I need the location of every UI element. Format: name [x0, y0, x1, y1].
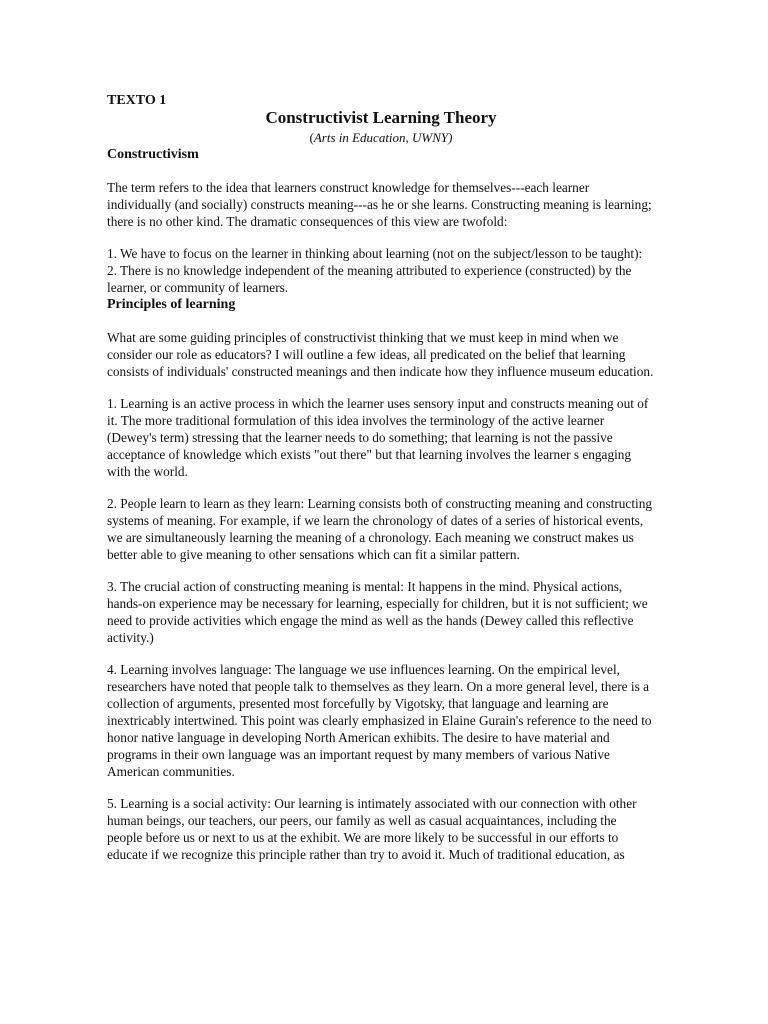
subtitle-paren: (: [309, 130, 314, 145]
paragraph: 4. Learning involves language: The language we use influences learning. On the empirical level, researchers have noted that people talk to themselves as they learn. On a more general level, there is a collection of arguments, presented most forcefully by Vigotsky, that language and learning are inextricably intertwined. This point was clearly emphasized in Elaine Gurain's reference to the need to honor native language in developing North American exhibits. The desire to have material and programs in their own language was an important request by many members of various Native American communities.: [107, 662, 652, 779]
paragraph: 2. There is no knowledge independent of the meaning attributed to experience (constructed) by the learner, or community of learners.: [107, 263, 632, 295]
paragraph: 2. People learn to learn as they learn: Learning consists both of constructing meaning and constructing systems of meaning. For example, if we learn the chronology of dates of a series of historical events, we are simultaneously learning the meaning of a chronology. Each meaning we construct makes us better able to give meaning to other sensations which can fit a similar pattern.: [107, 496, 653, 562]
document-body: [107, 92, 655, 863]
subtitle-source: Arts in Education, UWNY): [313, 130, 453, 145]
paragraph: 1. Learning is an active process in which the learner uses sensory input and constructs meaning out of it. The more traditional formulation of this idea involves the terminology of the active learner (Dewey's term) stressing that the learner needs to do something; that learning is not the passive acceptance of knowledge which exists "out there" but that learning involves the learner s engaging with the world.: [107, 396, 649, 479]
paragraph: 1. We have to focus on the learner in thinking about learning (not on the subject/lesson to be taught):: [107, 246, 643, 261]
paragraph: What are some guiding principles of constructivist thinking that we must keep in mind when we consider our role as educators? I will outline a few ideas, all predicated on the belief that learning consists of individuals' constructed meanings and then indicate how they influence museum education.: [107, 330, 654, 379]
section-heading-principles: Principles of learning: [107, 297, 236, 312]
paragraph: The term refers to the idea that learners construct knowledge for themselves---each learner individually (and socially) constructs meaning---as he or she learns. Constructing meaning is learning; there is no other kind. The dramatic consequences of this view are twofold:: [107, 180, 652, 229]
section-heading-constructivism: Constructivism: [107, 147, 199, 162]
document-subtitle: [107, 130, 655, 146]
document-label: TEXTO 1: [107, 93, 167, 108]
document-title: Constructivist Learning Theory: [265, 108, 497, 127]
paragraph: 3. The crucial action of constructing meaning is mental: It happens in the mind. Physical actions, hands-on experience may be necessary for learning, especially for children, but it is not sufficient; we need to provide activities which engage the mind as well as the hands (Dewey called this reflective activity.): [107, 579, 648, 645]
paragraph: 5. Learning is a social activity: Our learning is intimately associated with our connection with other human beings, our teachers, our peers, our family as well as casual acquaintances, including the people before us or next to us at the exhibit. We are more likely to be successful in our efforts to educate if we recognize this principle rather than try to avoid it. Much of traditional education, as: [107, 796, 637, 862]
